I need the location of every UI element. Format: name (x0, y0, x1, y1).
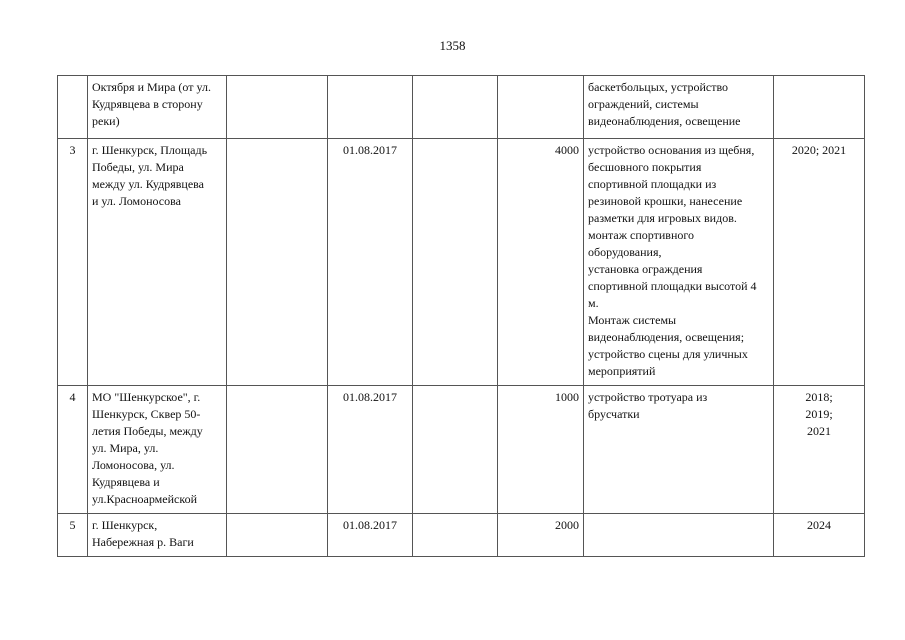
table-row (58, 139, 865, 386)
table-row (58, 514, 865, 557)
program-table (57, 75, 865, 557)
amount-cell: 2000 (498, 514, 584, 557)
address-cell: МО "Шенкурское", г. Шенкурск, Сквер 50- летия Победы, между ул. Мира, ул. Ломоносова, ул. Кудрявцева и ул.Красноармейской (88, 386, 227, 514)
years-cell: 2020; 2021 (774, 139, 865, 386)
date-cell: 01.08.2017 (328, 514, 413, 557)
years-cell: 2024 (774, 514, 865, 557)
empty-cell (227, 76, 328, 139)
empty-cell (227, 139, 328, 386)
years-cell: 2018; 2019; 2021 (774, 386, 865, 514)
row-number (58, 76, 88, 139)
empty-cell (227, 514, 328, 557)
amount-cell: 4000 (498, 139, 584, 386)
empty-cell (413, 76, 498, 139)
table-row (58, 386, 865, 514)
amount-cell (498, 76, 584, 139)
date-cell: 01.08.2017 (328, 139, 413, 386)
date-cell (328, 76, 413, 139)
empty-cell (413, 386, 498, 514)
works-cell: устройство тротуара из брусчатки (584, 386, 774, 514)
row-number: 4 (58, 386, 88, 514)
date-cell: 01.08.2017 (328, 386, 413, 514)
years-cell (774, 76, 865, 139)
works-cell (584, 514, 774, 557)
row-number: 5 (58, 514, 88, 557)
empty-cell (413, 514, 498, 557)
address-cell: г. Шенкурск, Набережная р. Ваги (88, 514, 227, 557)
amount-cell: 1000 (498, 386, 584, 514)
works-cell: устройство основания из щебня, бесшовного покрытия спортивной площадки из резиновой крошки, нанесение разметки для игровых видов. монтаж спортивного оборудования, установка ограждения спортивной площадки высотой 4 м. Монтаж системы видеонаблюдения, освещения; устройство сцены для уличных мероприятий (584, 139, 774, 386)
empty-cell (227, 386, 328, 514)
works-cell: баскетбольцых, устройство ограждений, системы видеонаблюдения, освещение (584, 76, 774, 139)
row-number: 3 (58, 139, 88, 386)
address-cell: г. Шенкурск, Площадь Победы, ул. Мира между ул. Кудрявцева и ул. Ломоносова (88, 139, 227, 386)
empty-cell (413, 139, 498, 386)
address-cell: Октября и Мира (от ул. Кудрявцева в сторону реки) (88, 76, 227, 139)
page-number: 1358 (439, 38, 466, 53)
table-row (58, 76, 865, 139)
